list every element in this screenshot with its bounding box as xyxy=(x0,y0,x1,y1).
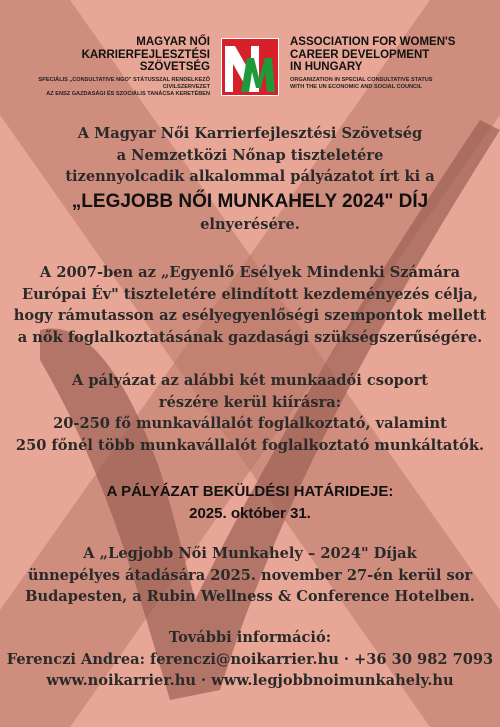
en-org-subtitle-2: WITH THE UN ECONOMIC AND SOCIAL COUNCIL xyxy=(290,83,423,90)
groups-section xyxy=(0,370,500,456)
contact-line-1[interactable]: Ferenczi Andrea: ferenczi@noikarrier.hu · +36 30 982 7093 xyxy=(6,650,494,668)
deadline-label: A PÁLYÁZAT BEKÜLDÉSI HATÁRIDEJE: xyxy=(106,483,394,500)
groups-line-4: 250 főnél több munkavállalót foglalkoztató munkáltatók. xyxy=(15,436,485,454)
hu-org-name-line-3: SZÖVETSÉG xyxy=(139,61,210,73)
hu-org-subtitle-2: AZ ENSZ GAZDASÁGI ÉS SZOCIÁLIS TANÁCSA KERETÉBEN xyxy=(46,90,210,97)
groups-line-1: A pályázat az alábbi két munkaadói csoport xyxy=(71,372,429,389)
intro-section xyxy=(0,123,500,235)
intro-after: elnyerésére. xyxy=(200,215,300,233)
ceremony-line-3: Budapesten, a Rubin Wellness & Conference Hotelben. xyxy=(25,588,475,605)
association-logo-icon xyxy=(221,38,279,96)
hu-org-name-line-2: KARRIERFEJLESZTÉSI xyxy=(81,48,210,61)
deadline-date: 2025. október 31. xyxy=(189,505,311,522)
hungarian-org-block xyxy=(0,36,210,98)
hu-org-name-line-1: MAGYAR NŐI xyxy=(136,36,210,48)
purpose-line-4: a nők foglalkoztatásának gazdasági szükségszerűségére. xyxy=(17,328,483,346)
intro-line-1: A Magyar Női Karrierfejlesztési Szövetség xyxy=(77,125,423,142)
contact-section xyxy=(0,627,500,692)
en-org-name-line-3: IN HUNGARY xyxy=(290,61,363,73)
deadline-section xyxy=(0,481,500,525)
en-org-name-line-1: ASSOCIATION FOR WOMEN'S xyxy=(290,36,456,48)
purpose-line-3: hogy rámutasson az esélyegyenlőségi szempontok mellett xyxy=(13,307,487,324)
intro-line-2: a Nemzetközi Nőnap tiszteletére xyxy=(116,146,384,164)
header xyxy=(0,36,500,106)
ceremony-line-1: A „Legjobb Női Munkahely – 2024" Díjak xyxy=(83,545,417,562)
en-org-subtitle-1: ORGANIZATION IN SPECIAL CONSULTATIVE STATUS xyxy=(290,76,433,83)
contact-heading: További információ: xyxy=(168,629,332,646)
contact-websites[interactable]: www.noikarrier.hu · www.legjobbnoimunkahely.hu xyxy=(46,672,454,689)
ceremony-line-2: ünnepélyes átadására 2025. november 27-én kerül sor xyxy=(27,566,473,584)
purpose-line-2: Európai Év" tiszteletére elindított kezdeményezés célja, xyxy=(22,285,478,303)
purpose-line-1: A 2007-ben az „Egyenlő Esélyek Mindenki Számára xyxy=(39,264,461,281)
groups-line-2: részére kerül kiírásra: xyxy=(158,393,342,411)
intro-line-3: tizennyolcadik alkalommal pályázatot írt ki a xyxy=(65,168,435,185)
en-org-name-line-2: CAREER DEVELOPMENT xyxy=(290,48,430,61)
ceremony-section xyxy=(0,543,500,608)
hu-org-subtitle-1: SPECIÁLIS „CONSULTATIVE NGO" STÁTUSSZAL RENDELKEZŐ CIVILSZERVEZET xyxy=(38,76,210,90)
award-title: „LEGJOBB NŐI MUNKAHELY 2024" DÍJ xyxy=(71,190,429,212)
english-org-block xyxy=(290,36,455,91)
purpose-section xyxy=(0,262,500,348)
groups-line-3: 20-250 fő munkavállalót foglalkoztató, valamint xyxy=(53,415,447,432)
